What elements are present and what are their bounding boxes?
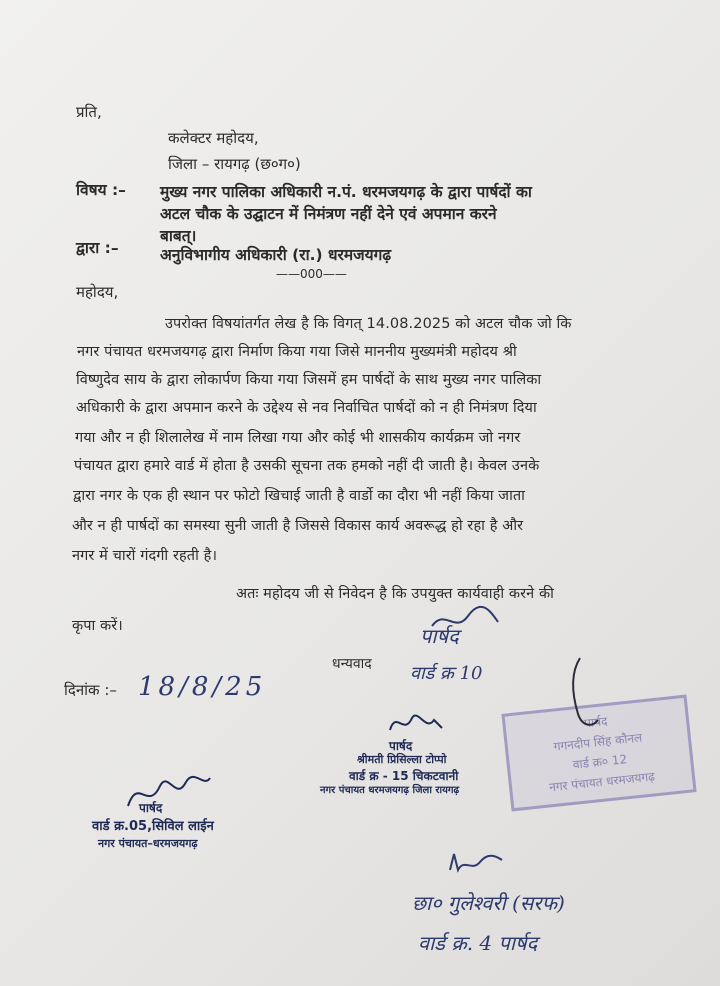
signature-ward10-scribble <box>430 606 500 636</box>
body-line-7: द्वारा नगर के एक ही स्थान पर फोटो खिचाई जाती है वार्डो का दौरा भी नहीं किया जाता <box>73 488 526 504</box>
stamp-ward12-line4: नगर पंचायत धरमजयगढ़ <box>548 769 656 795</box>
body-line-6: पंचायत द्वारा हमारे वार्ड में होता है उसकी सूचना तक हमको नहीं दी जाती है। केवल उनके <box>74 458 540 474</box>
date-label: दिनांक :– <box>64 681 117 699</box>
stamp-ward12-line3: वार्ड क्र० 12 <box>572 752 628 772</box>
stamp-ward5-line3: नगर पंचायत–धरमजयगढ़ <box>98 837 198 850</box>
stamp-ward12-line1: पार्षद <box>583 713 609 731</box>
stamp-priscilla-line1: पार्षद <box>389 739 413 753</box>
signature-ward4 <box>446 848 506 878</box>
stamp-ward12-line2: गगनदीप सिंह कौनल <box>552 730 643 754</box>
body-line-8: और न ही पार्षदों का समस्या सुनी जाती है जिससे विकास कार्य अवरूद्ध हो रहा है और <box>72 518 524 534</box>
date-value: 18/8/25 <box>138 672 267 702</box>
stamp-ward5-line2: वार्ड क्र.05,सिविल लाईन <box>92 819 214 834</box>
handwritten-bottom-line2: वार्ड क्र. 4 पार्षद <box>418 931 538 955</box>
recipient-line-1: कलेक्टर महोदय, <box>168 129 259 147</box>
body-line-4: अधिकारी के द्वारा अपमान करने के उद्देश्य से नव निर्वाचित पार्षदों को न ही निमंत्रण दिया <box>76 400 537 416</box>
body-line-5: गया और न ही शिलालेख में नाम लिखा गया और कोई भी शासकीय कार्यक्रम जो नगर <box>75 430 521 446</box>
subject-line-2: अटल चौक के उद्घाटन में निमंत्रण नहीं देने एवं अपमान करने <box>160 205 497 223</box>
body-line-2: नगर पंचायत धरमजयगढ़ द्वारा निर्माण किया गया जिसे माननीय मुख्यमंत्री महोदय श्री <box>77 344 517 360</box>
stamp-priscilla-line4: नगर पंचायत धरमजयगढ़ जिला रायगढ़ <box>320 785 460 796</box>
body-line-1: उपरोक्त विषयांतर्गत लेख है कि विगत् 14.08.2025 को अटल चौक जो कि <box>165 316 572 332</box>
signature-ward5 <box>124 766 214 816</box>
signature-ward10-line2: वार्ड क्र 10 <box>410 663 483 684</box>
stamp-priscilla-line2: श्रीमती प्रिसिल्ला टोप्पो <box>357 753 447 766</box>
recipient-line-2: जिला – रायगढ़ (छ०ग०) <box>168 155 301 173</box>
via-label: द्वारा :– <box>76 239 119 257</box>
signature-priscilla <box>386 706 446 740</box>
signature-ward10-line1: पार्षद <box>420 624 459 648</box>
body-line-9: नगर में चारों गंदगी रहती है। <box>72 548 218 564</box>
request-line-1: अतः महोदय जी से निवेदन है कि उपयुक्त कार्यवाही करने की <box>236 586 555 602</box>
thanks: धन्यवाद <box>332 656 372 672</box>
stamp-ward5-line1: पार्षद <box>139 801 163 815</box>
body-line-3: विष्णुदेव साय के द्वारा लोकार्पण किया गया जिसमें हम पार्षदों के साथ मुख्य नगर पालिका <box>76 372 542 388</box>
signature-ward12 <box>566 654 606 734</box>
request-line-2: कृपा करें। <box>72 618 123 634</box>
subject-label: विषय :– <box>76 181 126 199</box>
handwritten-bottom-line1: छा० गुलेश्वरी (सरफ) <box>412 891 565 915</box>
subject-line-1: मुख्य नगर पालिका अधिकारी न.पं. धरमजयगढ़ के द्वारा पार्षदों का <box>160 183 532 201</box>
to-label: प्रति, <box>76 103 102 121</box>
divider: ——000—— <box>276 267 347 281</box>
stamp-priscilla-line3: वार्ड क्र - 15 चिकटवानी <box>349 769 459 783</box>
salutation: महोदय, <box>76 283 119 301</box>
via-text: अनुविभागीय अधिकारी (रा.) धरमजयगढ़ <box>160 246 392 264</box>
subject-line-3: बाबत्। <box>160 227 197 245</box>
